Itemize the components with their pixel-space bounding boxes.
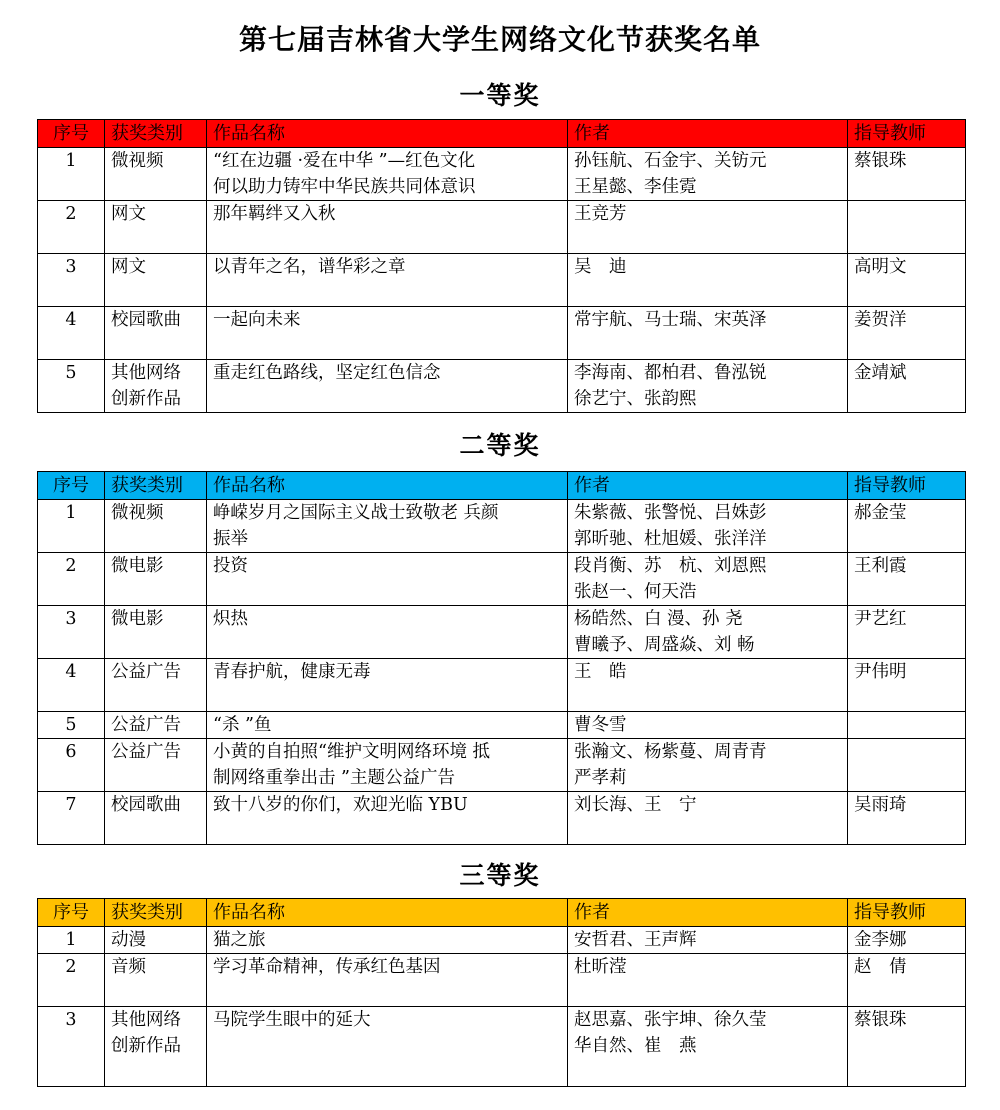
cell-category: 动漫 [105, 927, 207, 954]
cell-category: 网文 [105, 254, 207, 307]
cell-number: 1 [38, 500, 105, 553]
cell-tutor: 蔡银珠 [848, 148, 966, 201]
cell-tutor: 郝金莹 [848, 500, 966, 553]
cell-number: 3 [38, 1007, 105, 1087]
cell-tutor: 姜贺洋 [848, 307, 966, 360]
cell-tutor: 金李娜 [848, 927, 966, 954]
header-tutor: 指导教师 [848, 120, 966, 148]
header-authors: 作者 [568, 120, 848, 148]
cell-title: 小黄的自拍照“维护文明网络环境 抵 制网络重拳出击 ”主题公益广告 [207, 739, 568, 792]
table-row [38, 712, 966, 739]
cell-tutor: 尹艺红 [848, 606, 966, 659]
header-title: 作品名称 [207, 472, 568, 500]
cell-title: 炽热 [207, 606, 568, 659]
cell-authors: 王竞芳 [568, 201, 848, 254]
cell-authors: 吴 迪 [568, 254, 848, 307]
cell-tutor: 尹伟明 [848, 659, 966, 712]
cell-title: 学习革命精神，传承红色基因 [207, 954, 568, 1007]
first-prize-table [37, 119, 966, 413]
header-no: 序号 [38, 472, 105, 500]
cell-category: 微视频 [105, 500, 207, 553]
table-header-row [38, 472, 966, 500]
cell-number: 1 [38, 148, 105, 201]
cell-authors: 杜昕滢 [568, 954, 848, 1007]
cell-title: 致十八岁的你们，欢迎光临 YBU [207, 792, 568, 845]
header-no: 序号 [38, 899, 105, 927]
cell-authors: 安哲君、王声辉 [568, 927, 848, 954]
cell-category: 网文 [105, 201, 207, 254]
table-row [38, 1007, 966, 1087]
section-title-third-prize: 三等奖 [459, 861, 541, 890]
cell-category: 音频 [105, 954, 207, 1007]
cell-authors: 常宇航、马士瑞、宋英泽 [568, 307, 848, 360]
header-authors: 作者 [568, 472, 848, 500]
cell-number: 3 [38, 606, 105, 659]
cell-tutor [848, 739, 966, 792]
cell-title: 峥嵘岁月之国际主义战士致敬老 兵颜 振举 [207, 500, 568, 553]
cell-number: 5 [38, 360, 105, 413]
cell-title: 以青年之名，谱华彩之章 [207, 254, 568, 307]
header-authors: 作者 [568, 899, 848, 927]
cell-title: “红在边疆 ·爱在中华 ”—红色文化 何以助力铸牢中华民族共同体意识 [207, 148, 568, 201]
cell-number: 2 [38, 201, 105, 254]
cell-number: 7 [38, 792, 105, 845]
cell-category: 校园歌曲 [105, 792, 207, 845]
cell-authors: 朱紫薇、张警悦、吕姝彭 郭昕驰、杜旭媛、张洋洋 [568, 500, 848, 553]
cell-number: 2 [38, 954, 105, 1007]
header-title: 作品名称 [207, 120, 568, 148]
header-title: 作品名称 [207, 899, 568, 927]
section-title-second-prize: 二等奖 [459, 431, 541, 460]
cell-number: 1 [38, 927, 105, 954]
third-prize-table [37, 898, 966, 1087]
cell-category: 公益广告 [105, 739, 207, 792]
cell-authors: 赵思嘉、张宇坤、徐久莹 华自然、崔 燕 [568, 1007, 848, 1087]
section-title-first-prize: 一等奖 [459, 81, 541, 110]
cell-category: 微电影 [105, 553, 207, 606]
cell-title: “杀 ”鱼 [207, 712, 568, 739]
cell-number: 5 [38, 712, 105, 739]
cell-number: 2 [38, 553, 105, 606]
cell-title: 猫之旅 [207, 927, 568, 954]
cell-number: 4 [38, 307, 105, 360]
table-row [38, 500, 966, 553]
table-row [38, 954, 966, 1007]
cell-authors: 王 皓 [568, 659, 848, 712]
cell-category: 微电影 [105, 606, 207, 659]
header-tutor: 指导教师 [848, 899, 966, 927]
cell-title: 马院学生眼中的延大 [207, 1007, 568, 1087]
cell-tutor: 王利霞 [848, 553, 966, 606]
table-row [38, 360, 966, 413]
table-row [38, 739, 966, 792]
cell-number: 6 [38, 739, 105, 792]
cell-authors: 李海南、都柏君、鲁泓锐 徐艺宁、张韵熙 [568, 360, 848, 413]
cell-category: 校园歌曲 [105, 307, 207, 360]
cell-authors: 段肖衡、苏 杭、刘恩熙 张赵一、何天浩 [568, 553, 848, 606]
header-tutor: 指导教师 [848, 472, 966, 500]
cell-tutor: 吴雨琦 [848, 792, 966, 845]
cell-category: 公益广告 [105, 659, 207, 712]
cell-category: 微视频 [105, 148, 207, 201]
document-title: 第七届吉林省大学生网络文化节获奖名单 [238, 23, 761, 56]
header-category: 获奖类别 [105, 899, 207, 927]
cell-title: 那年羁绊又入秋 [207, 201, 568, 254]
table-row [38, 201, 966, 254]
table-row [38, 606, 966, 659]
table-header-row [38, 120, 966, 148]
cell-authors: 孙钰航、石金宇、关钫元 王星懿、李佳霓 [568, 148, 848, 201]
header-category: 获奖类别 [105, 472, 207, 500]
table-row [38, 927, 966, 954]
table-row [38, 148, 966, 201]
cell-category: 其他网络 创新作品 [105, 360, 207, 413]
cell-tutor [848, 201, 966, 254]
cell-authors: 杨皓然、白 漫、孙 尧 曹曦予、周盛焱、刘 畅 [568, 606, 848, 659]
table-row [38, 659, 966, 712]
table-row [38, 307, 966, 360]
table-header-row [38, 899, 966, 927]
cell-tutor: 赵 倩 [848, 954, 966, 1007]
cell-number: 4 [38, 659, 105, 712]
table-row [38, 553, 966, 606]
table-row [38, 792, 966, 845]
cell-category: 公益广告 [105, 712, 207, 739]
cell-tutor: 高明文 [848, 254, 966, 307]
second-prize-table [37, 471, 966, 845]
header-no: 序号 [38, 120, 105, 148]
cell-number: 3 [38, 254, 105, 307]
cell-authors: 张瀚文、杨紫蔓、周青青 严孝莉 [568, 739, 848, 792]
cell-tutor: 蔡银珠 [848, 1007, 966, 1087]
header-category: 获奖类别 [105, 120, 207, 148]
cell-category: 其他网络 创新作品 [105, 1007, 207, 1087]
cell-title: 投资 [207, 553, 568, 606]
cell-authors: 刘长海、王 宁 [568, 792, 848, 845]
cell-authors: 曹冬雪 [568, 712, 848, 739]
table-row [38, 254, 966, 307]
cell-title: 重走红色路线，坚定红色信念 [207, 360, 568, 413]
cell-tutor: 金靖斌 [848, 360, 966, 413]
cell-tutor [848, 712, 966, 739]
cell-title: 一起向未来 [207, 307, 568, 360]
cell-title: 青春护航，健康无毒 [207, 659, 568, 712]
